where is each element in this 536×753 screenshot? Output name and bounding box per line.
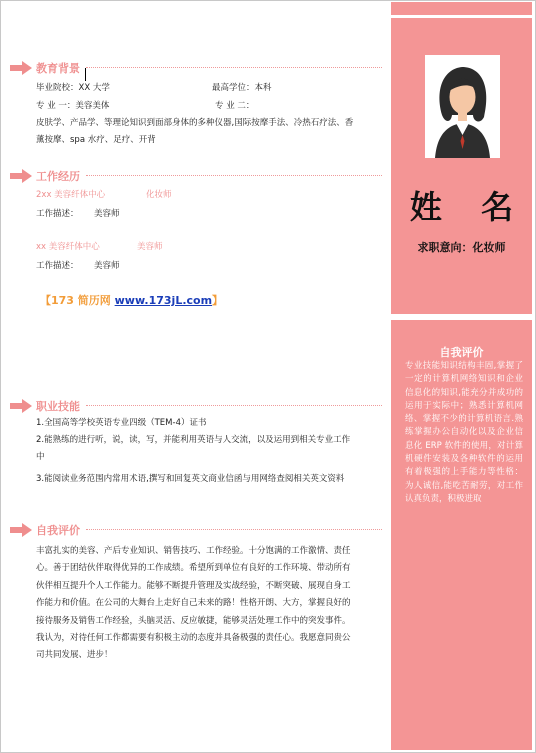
self-eval-text: 丰富扎实的美容、产后专业知识、销售技巧、工作经验。十分饱满的工作激情、责任心。善于团结伙伴取得优异的工作成绩。希望所到单位有良好的工作环境、带动所有伙伴相互提升个人工作能力。能够不断提升管理及实战经验，不断突破、展现自身工作能力和价值。在公司的大舞台上走好自己未来的路！性格开朗、大方，掌握良好的接待服务及销售工作经验，头脑灵活、反应敏捷，能够灵活处理工作中的突发事件。我认为，对待任何工作都需要有积极主动的态度并具备极强的责任心。我愿意同贵公司共同发展、进步！ bbox=[36, 546, 351, 661]
job-desc-label: 工作描述： bbox=[36, 261, 79, 271]
major-two: 专 业 二： bbox=[215, 101, 255, 111]
section-header-work bbox=[10, 168, 382, 184]
avatar bbox=[425, 55, 500, 158]
brand-bracket: 】 bbox=[212, 294, 224, 307]
school: 毕业院校：XX 大学 bbox=[36, 83, 110, 93]
skill-item: 1.全国高等学校英语专业四级（TEM-4）证书 bbox=[36, 418, 207, 428]
divider bbox=[86, 67, 382, 68]
arrow-right-icon bbox=[10, 523, 32, 537]
section-header-skills bbox=[10, 398, 382, 414]
degree: 最高学位：本科 bbox=[212, 83, 272, 93]
brand-link[interactable]: www.173jL.com bbox=[114, 294, 213, 307]
sidebar-self-eval-text: 专业技能知识结构丰固,掌握了一定的计算机网络知识和企业信息化的知识,能充分并成功的运用于实际中；熟悉计算机网络、掌握不少的计算机语言.熟练掌握办公自动化以及企业信息化 ERP 软件的使用，对计算机硬件安装及各种软件的运用有着极强的上手能力等性格：为人诚信,能吃苦耐劳，对工作认真负责，积极进取 bbox=[405, 361, 523, 504]
section-title: 教育背景 bbox=[36, 62, 80, 75]
sidebar-top-strip bbox=[391, 2, 532, 15]
brand-text: 【173 简历网 bbox=[40, 294, 115, 307]
job-company: xx 美容纤体中心 bbox=[36, 242, 100, 252]
text-cursor bbox=[85, 68, 86, 81]
job-position: 美容师 bbox=[137, 242, 163, 252]
courses: 皮肤学、产品学、等理论知识到面部身体的多种仪器,国际按摩手法、冷热石疗法、香薰按摩、spa 水疗、足疗、开背 bbox=[36, 118, 354, 145]
job-company: 2xx 美容纤体中心 bbox=[36, 190, 106, 200]
job-desc-label: 工作描述： bbox=[36, 209, 79, 219]
section-title: 工作经历 bbox=[36, 170, 80, 183]
job-desc: 美容师 bbox=[94, 209, 120, 219]
sidebar-self-eval-title: 自我评价 bbox=[439, 346, 484, 359]
arrow-right-icon bbox=[10, 61, 32, 75]
job-position: 化妆师 bbox=[146, 190, 172, 200]
section-title: 职业技能 bbox=[36, 400, 80, 413]
job-desc: 美容师 bbox=[94, 261, 120, 271]
candidate-name: 姓 名 bbox=[409, 188, 528, 226]
job-intent: 求职意向：化妆师 bbox=[417, 241, 506, 254]
divider bbox=[86, 405, 382, 406]
skill-item: 3.能阅读业务范围内常用术语,撰写和回复英文商业信函与用网络查阅相关英文资料 bbox=[36, 474, 345, 484]
avatar-woman-icon bbox=[425, 55, 500, 158]
section-title: 自我评价 bbox=[36, 524, 80, 537]
divider bbox=[86, 529, 382, 530]
arrow-right-icon bbox=[10, 169, 32, 183]
section-header-education bbox=[10, 60, 382, 76]
section-header-self-eval bbox=[10, 522, 382, 538]
divider bbox=[86, 175, 382, 176]
major-one: 专 业 一：美容美体 bbox=[36, 101, 110, 111]
brand-watermark bbox=[40, 292, 223, 308]
arrow-right-icon bbox=[10, 399, 32, 413]
skill-item: 2.能熟练的进行听，说，读，写，并能利用英语与人交流，以及运用到相关专业工作中 bbox=[36, 435, 351, 462]
